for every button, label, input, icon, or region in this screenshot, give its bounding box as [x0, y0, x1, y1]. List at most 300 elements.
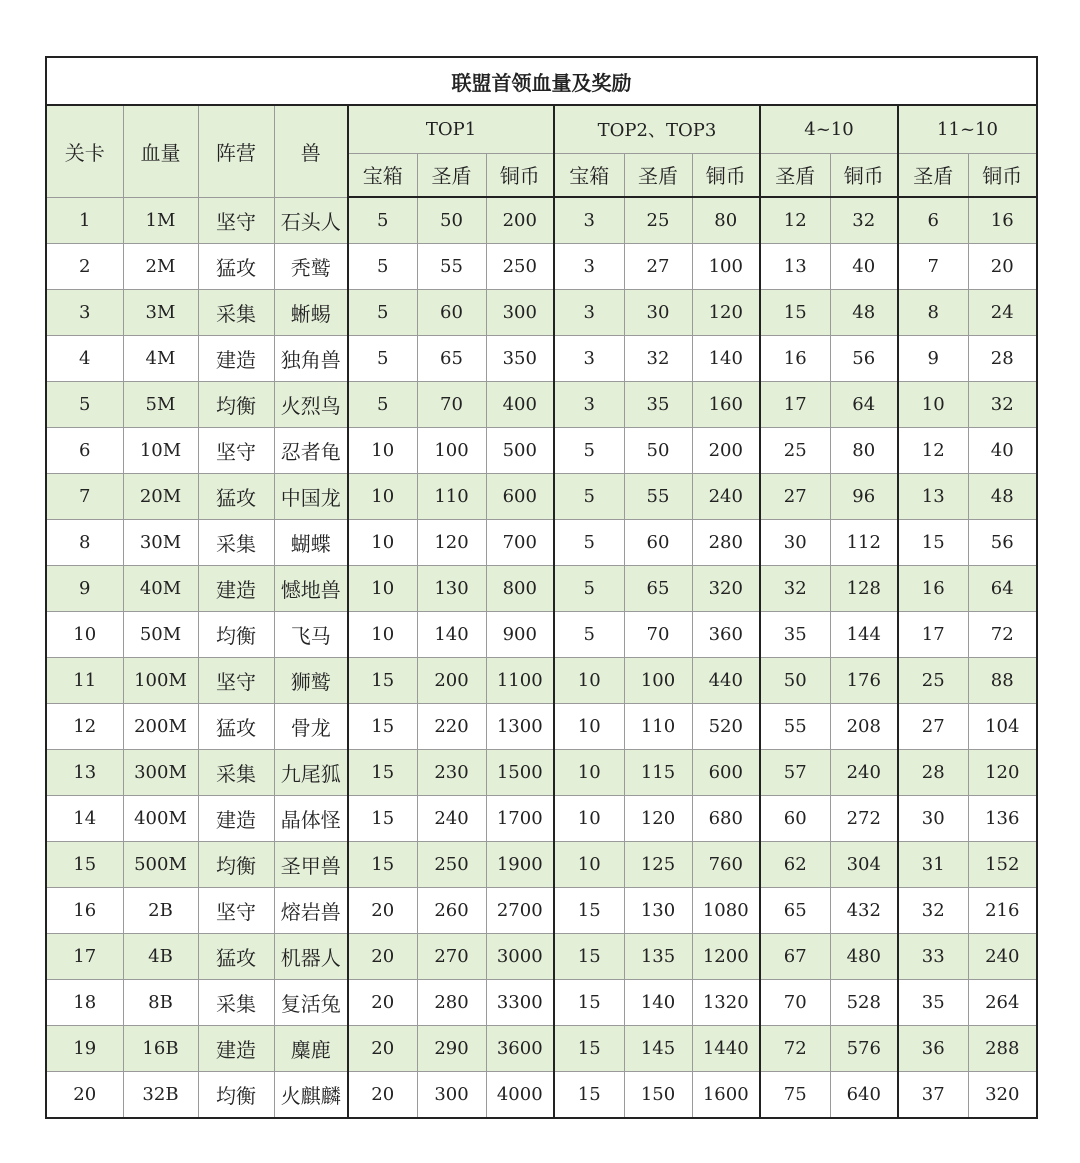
cell-top23-chest: 5 [554, 566, 624, 612]
cell-g4-coin: 96 [830, 474, 898, 520]
cell-beast: 狮鹫 [274, 658, 348, 704]
table-row [46, 566, 1037, 612]
cell-g4-coin: 480 [830, 934, 898, 980]
cell-top23-chest: 15 [554, 1026, 624, 1072]
cell-camp: 采集 [198, 290, 274, 336]
cell-g4-coin: 176 [830, 658, 898, 704]
cell-g4-coin: 48 [830, 290, 898, 336]
cell-top1-coin: 1300 [486, 704, 554, 750]
header-level: 关卡 [46, 105, 123, 197]
cell-hp: 20M [123, 474, 198, 520]
cell-g11-shield: 37 [898, 1072, 968, 1119]
header-top23-shield: 圣盾 [624, 153, 692, 197]
header-4-10-coin: 铜币 [830, 153, 898, 197]
cell-top23-coin: 1200 [692, 934, 760, 980]
cell-top1-coin: 1900 [486, 842, 554, 888]
table-row [46, 336, 1037, 382]
cell-top1-shield: 220 [417, 704, 486, 750]
cell-top1-chest: 10 [348, 428, 417, 474]
header-4-10-shield: 圣盾 [760, 153, 830, 197]
cell-level: 15 [46, 842, 123, 888]
cell-level: 8 [46, 520, 123, 566]
cell-g4-shield: 12 [760, 197, 830, 244]
table-row [46, 934, 1037, 980]
cell-top1-chest: 5 [348, 197, 417, 244]
cell-camp: 均衡 [198, 612, 274, 658]
cell-top23-chest: 3 [554, 244, 624, 290]
cell-top1-coin: 900 [486, 612, 554, 658]
cell-beast: 中国龙 [274, 474, 348, 520]
cell-top23-chest: 3 [554, 290, 624, 336]
cell-g11-coin: 240 [968, 934, 1037, 980]
cell-g4-shield: 17 [760, 382, 830, 428]
cell-top23-shield: 125 [624, 842, 692, 888]
cell-beast: 圣甲兽 [274, 842, 348, 888]
cell-g11-coin: 48 [968, 474, 1037, 520]
cell-top23-coin: 160 [692, 382, 760, 428]
header-11-10-shield: 圣盾 [898, 153, 968, 197]
cell-g4-coin: 32 [830, 197, 898, 244]
cell-g11-shield: 12 [898, 428, 968, 474]
cell-top1-chest: 20 [348, 888, 417, 934]
cell-hp: 3M [123, 290, 198, 336]
cell-g11-shield: 33 [898, 934, 968, 980]
cell-top23-coin: 100 [692, 244, 760, 290]
cell-top23-chest: 5 [554, 520, 624, 566]
cell-top1-shield: 270 [417, 934, 486, 980]
cell-hp: 4B [123, 934, 198, 980]
cell-top1-chest: 20 [348, 934, 417, 980]
cell-g11-shield: 31 [898, 842, 968, 888]
cell-top23-coin: 280 [692, 520, 760, 566]
cell-top23-coin: 1440 [692, 1026, 760, 1072]
cell-top1-shield: 100 [417, 428, 486, 474]
cell-top23-shield: 145 [624, 1026, 692, 1072]
cell-g4-shield: 50 [760, 658, 830, 704]
cell-g11-shield: 10 [898, 382, 968, 428]
header-beast: 兽 [274, 105, 348, 197]
cell-g4-coin: 528 [830, 980, 898, 1026]
cell-level: 11 [46, 658, 123, 704]
cell-top1-chest: 5 [348, 244, 417, 290]
cell-top23-coin: 320 [692, 566, 760, 612]
cell-top23-shield: 65 [624, 566, 692, 612]
cell-level: 19 [46, 1026, 123, 1072]
cell-g11-shield: 9 [898, 336, 968, 382]
cell-g4-coin: 80 [830, 428, 898, 474]
cell-camp: 猛攻 [198, 704, 274, 750]
cell-level: 20 [46, 1072, 123, 1119]
cell-beast: 火烈鸟 [274, 382, 348, 428]
cell-camp: 坚守 [198, 428, 274, 474]
cell-g11-coin: 28 [968, 336, 1037, 382]
cell-top1-coin: 400 [486, 382, 554, 428]
table-row [46, 382, 1037, 428]
cell-level: 12 [46, 704, 123, 750]
cell-hp: 100M [123, 658, 198, 704]
cell-hp: 30M [123, 520, 198, 566]
cell-top1-chest: 20 [348, 1026, 417, 1072]
cell-camp: 建造 [198, 336, 274, 382]
cell-g4-coin: 272 [830, 796, 898, 842]
cell-g11-shield: 15 [898, 520, 968, 566]
cell-top1-shield: 280 [417, 980, 486, 1026]
cell-beast: 晶体怪 [274, 796, 348, 842]
cell-top23-chest: 10 [554, 796, 624, 842]
cell-top1-coin: 1100 [486, 658, 554, 704]
boss-reward-sheet [45, 56, 1037, 1119]
table-row [46, 612, 1037, 658]
cell-top23-shield: 120 [624, 796, 692, 842]
cell-beast: 独角兽 [274, 336, 348, 382]
cell-top1-coin: 500 [486, 428, 554, 474]
cell-top1-shield: 300 [417, 1072, 486, 1119]
cell-top1-chest: 5 [348, 382, 417, 428]
cell-g11-coin: 216 [968, 888, 1037, 934]
cell-hp: 1M [123, 197, 198, 244]
cell-camp: 坚守 [198, 888, 274, 934]
cell-top23-coin: 600 [692, 750, 760, 796]
cell-g11-shield: 30 [898, 796, 968, 842]
cell-top23-coin: 200 [692, 428, 760, 474]
cell-beast: 复活兔 [274, 980, 348, 1026]
cell-top23-shield: 130 [624, 888, 692, 934]
cell-camp: 猛攻 [198, 934, 274, 980]
cell-top23-coin: 1080 [692, 888, 760, 934]
cell-hp: 32B [123, 1072, 198, 1119]
cell-g11-coin: 64 [968, 566, 1037, 612]
cell-top1-chest: 10 [348, 520, 417, 566]
cell-beast: 蜥蜴 [274, 290, 348, 336]
table-row [46, 888, 1037, 934]
cell-g11-coin: 288 [968, 1026, 1037, 1072]
cell-beast: 蝴蝶 [274, 520, 348, 566]
cell-camp: 猛攻 [198, 244, 274, 290]
cell-g11-shield: 16 [898, 566, 968, 612]
cell-top1-coin: 1700 [486, 796, 554, 842]
cell-top23-chest: 3 [554, 382, 624, 428]
cell-top23-shield: 35 [624, 382, 692, 428]
cell-top1-chest: 15 [348, 796, 417, 842]
cell-top1-chest: 20 [348, 1072, 417, 1119]
cell-g11-coin: 120 [968, 750, 1037, 796]
cell-top23-chest: 15 [554, 980, 624, 1026]
header-group-top1: TOP1 [348, 105, 554, 153]
cell-g11-coin: 264 [968, 980, 1037, 1026]
cell-top1-coin: 350 [486, 336, 554, 382]
cell-top1-coin: 300 [486, 290, 554, 336]
cell-g11-shield: 25 [898, 658, 968, 704]
table-row [46, 658, 1037, 704]
cell-top23-chest: 15 [554, 1072, 624, 1119]
cell-hp: 4M [123, 336, 198, 382]
cell-g4-coin: 64 [830, 382, 898, 428]
cell-top1-coin: 3600 [486, 1026, 554, 1072]
cell-top1-shield: 50 [417, 197, 486, 244]
cell-top23-chest: 10 [554, 704, 624, 750]
cell-top1-shield: 120 [417, 520, 486, 566]
cell-level: 16 [46, 888, 123, 934]
header-hp: 血量 [123, 105, 198, 197]
cell-g4-shield: 57 [760, 750, 830, 796]
cell-level: 13 [46, 750, 123, 796]
cell-g4-shield: 60 [760, 796, 830, 842]
cell-hp: 10M [123, 428, 198, 474]
cell-g4-coin: 112 [830, 520, 898, 566]
cell-g11-coin: 136 [968, 796, 1037, 842]
cell-g11-coin: 152 [968, 842, 1037, 888]
cell-g11-coin: 56 [968, 520, 1037, 566]
cell-top23-chest: 5 [554, 474, 624, 520]
cell-g11-coin: 88 [968, 658, 1037, 704]
table-row [46, 1072, 1037, 1119]
cell-g4-shield: 27 [760, 474, 830, 520]
cell-g4-shield: 30 [760, 520, 830, 566]
cell-top23-chest: 5 [554, 428, 624, 474]
cell-level: 18 [46, 980, 123, 1026]
cell-top23-shield: 110 [624, 704, 692, 750]
cell-g4-shield: 25 [760, 428, 830, 474]
cell-g11-coin: 320 [968, 1072, 1037, 1119]
cell-camp: 采集 [198, 750, 274, 796]
cell-hp: 5M [123, 382, 198, 428]
cell-camp: 坚守 [198, 197, 274, 244]
header-top23-coin: 铜币 [692, 153, 760, 197]
cell-top1-shield: 200 [417, 658, 486, 704]
cell-camp: 猛攻 [198, 474, 274, 520]
cell-top23-coin: 80 [692, 197, 760, 244]
table-row [46, 474, 1037, 520]
cell-camp: 建造 [198, 1026, 274, 1072]
cell-g11-shield: 32 [898, 888, 968, 934]
cell-hp: 300M [123, 750, 198, 796]
cell-g4-shield: 72 [760, 1026, 830, 1072]
cell-top1-chest: 5 [348, 336, 417, 382]
cell-top1-coin: 700 [486, 520, 554, 566]
cell-top1-shield: 230 [417, 750, 486, 796]
cell-top23-coin: 1600 [692, 1072, 760, 1119]
cell-g11-shield: 6 [898, 197, 968, 244]
cell-beast: 石头人 [274, 197, 348, 244]
header-group-11-10: 11~10 [898, 105, 1037, 153]
cell-camp: 建造 [198, 796, 274, 842]
cell-top23-coin: 140 [692, 336, 760, 382]
cell-top23-shield: 115 [624, 750, 692, 796]
cell-beast: 火麒麟 [274, 1072, 348, 1119]
cell-beast: 忍者龟 [274, 428, 348, 474]
table-row [46, 704, 1037, 750]
cell-top1-chest: 5 [348, 290, 417, 336]
cell-top23-shield: 50 [624, 428, 692, 474]
cell-top1-coin: 4000 [486, 1072, 554, 1119]
cell-top1-coin: 800 [486, 566, 554, 612]
cell-level: 9 [46, 566, 123, 612]
cell-level: 10 [46, 612, 123, 658]
cell-g4-shield: 65 [760, 888, 830, 934]
header-top1-shield: 圣盾 [417, 153, 486, 197]
cell-g4-shield: 13 [760, 244, 830, 290]
cell-g4-coin: 640 [830, 1072, 898, 1119]
cell-top23-shield: 55 [624, 474, 692, 520]
cell-camp: 均衡 [198, 842, 274, 888]
cell-level: 3 [46, 290, 123, 336]
cell-g4-coin: 144 [830, 612, 898, 658]
cell-g4-coin: 304 [830, 842, 898, 888]
cell-top23-chest: 10 [554, 658, 624, 704]
cell-top23-coin: 760 [692, 842, 760, 888]
cell-g4-shield: 15 [760, 290, 830, 336]
cell-top1-chest: 15 [348, 658, 417, 704]
cell-g11-coin: 20 [968, 244, 1037, 290]
cell-top23-coin: 520 [692, 704, 760, 750]
table-row [46, 750, 1037, 796]
cell-hp: 2M [123, 244, 198, 290]
cell-beast: 机器人 [274, 934, 348, 980]
cell-top23-chest: 3 [554, 197, 624, 244]
cell-top1-chest: 15 [348, 750, 417, 796]
cell-g4-shield: 62 [760, 842, 830, 888]
cell-top1-shield: 130 [417, 566, 486, 612]
cell-top1-chest: 15 [348, 704, 417, 750]
cell-camp: 均衡 [198, 1072, 274, 1119]
cell-top23-shield: 25 [624, 197, 692, 244]
cell-beast: 九尾狐 [274, 750, 348, 796]
cell-g11-coin: 40 [968, 428, 1037, 474]
cell-top1-coin: 250 [486, 244, 554, 290]
table-body [46, 197, 1037, 1118]
cell-g11-coin: 24 [968, 290, 1037, 336]
cell-top23-chest: 15 [554, 888, 624, 934]
cell-top23-shield: 60 [624, 520, 692, 566]
cell-camp: 采集 [198, 520, 274, 566]
table-row [46, 980, 1037, 1026]
table-row [46, 842, 1037, 888]
cell-g4-coin: 40 [830, 244, 898, 290]
cell-top1-shield: 70 [417, 382, 486, 428]
table-row [46, 197, 1037, 244]
cell-level: 14 [46, 796, 123, 842]
header-top1-chest: 宝箱 [348, 153, 417, 197]
cell-level: 1 [46, 197, 123, 244]
header-group-top2-top3: TOP2、TOP3 [554, 105, 760, 153]
cell-camp: 均衡 [198, 382, 274, 428]
cell-top23-chest: 5 [554, 612, 624, 658]
cell-g11-coin: 104 [968, 704, 1037, 750]
cell-g4-coin: 128 [830, 566, 898, 612]
table-row [46, 428, 1037, 474]
cell-top1-shield: 290 [417, 1026, 486, 1072]
cell-top1-chest: 10 [348, 566, 417, 612]
cell-beast: 憾地兽 [274, 566, 348, 612]
cell-g11-coin: 72 [968, 612, 1037, 658]
header-camp: 阵营 [198, 105, 274, 197]
cell-g11-coin: 32 [968, 382, 1037, 428]
cell-g11-shield: 27 [898, 704, 968, 750]
cell-top23-shield: 135 [624, 934, 692, 980]
cell-g4-shield: 75 [760, 1072, 830, 1119]
cell-g4-coin: 56 [830, 336, 898, 382]
cell-g11-shield: 7 [898, 244, 968, 290]
cell-level: 4 [46, 336, 123, 382]
cell-top23-coin: 120 [692, 290, 760, 336]
table-row [46, 520, 1037, 566]
cell-top23-coin: 360 [692, 612, 760, 658]
cell-top1-coin: 2700 [486, 888, 554, 934]
cell-top23-coin: 1320 [692, 980, 760, 1026]
cell-top23-chest: 3 [554, 336, 624, 382]
cell-g11-shield: 13 [898, 474, 968, 520]
cell-top23-coin: 240 [692, 474, 760, 520]
cell-g4-shield: 16 [760, 336, 830, 382]
cell-g4-coin: 432 [830, 888, 898, 934]
cell-top1-chest: 15 [348, 842, 417, 888]
cell-level: 17 [46, 934, 123, 980]
cell-camp: 建造 [198, 566, 274, 612]
cell-top1-coin: 3300 [486, 980, 554, 1026]
cell-g4-coin: 576 [830, 1026, 898, 1072]
cell-top1-chest: 10 [348, 474, 417, 520]
cell-g4-coin: 240 [830, 750, 898, 796]
header-11-10-coin: 铜币 [968, 153, 1037, 197]
cell-g4-shield: 35 [760, 612, 830, 658]
cell-top1-shield: 60 [417, 290, 486, 336]
cell-g11-shield: 28 [898, 750, 968, 796]
cell-top23-chest: 15 [554, 934, 624, 980]
table-row [46, 1026, 1037, 1072]
cell-beast: 麋鹿 [274, 1026, 348, 1072]
cell-level: 7 [46, 474, 123, 520]
cell-beast: 飞马 [274, 612, 348, 658]
cell-top1-shield: 65 [417, 336, 486, 382]
cell-hp: 40M [123, 566, 198, 612]
cell-top1-shield: 140 [417, 612, 486, 658]
cell-top1-coin: 3000 [486, 934, 554, 980]
boss-reward-table [45, 56, 1038, 1119]
cell-beast: 秃鹫 [274, 244, 348, 290]
cell-top23-shield: 100 [624, 658, 692, 704]
cell-top23-coin: 440 [692, 658, 760, 704]
header-top23-chest: 宝箱 [554, 153, 624, 197]
header-group-4-10: 4~10 [760, 105, 898, 153]
cell-top1-shield: 260 [417, 888, 486, 934]
cell-top23-chest: 10 [554, 842, 624, 888]
cell-top1-coin: 1500 [486, 750, 554, 796]
cell-top1-chest: 10 [348, 612, 417, 658]
cell-g4-shield: 67 [760, 934, 830, 980]
cell-top1-chest: 20 [348, 980, 417, 1026]
cell-beast: 骨龙 [274, 704, 348, 750]
cell-top1-shield: 250 [417, 842, 486, 888]
cell-g11-coin: 16 [968, 197, 1037, 244]
table-row [46, 796, 1037, 842]
cell-level: 2 [46, 244, 123, 290]
cell-g11-shield: 36 [898, 1026, 968, 1072]
cell-hp: 50M [123, 612, 198, 658]
header-top1-coin: 铜币 [486, 153, 554, 197]
cell-g11-shield: 17 [898, 612, 968, 658]
cell-hp: 400M [123, 796, 198, 842]
cell-hp: 500M [123, 842, 198, 888]
cell-top1-shield: 55 [417, 244, 486, 290]
cell-top23-chest: 10 [554, 750, 624, 796]
cell-top1-shield: 240 [417, 796, 486, 842]
cell-top23-shield: 150 [624, 1072, 692, 1119]
table-title: 联盟首领血量及奖励 [46, 57, 1037, 105]
cell-g4-shield: 70 [760, 980, 830, 1026]
cell-hp: 8B [123, 980, 198, 1026]
table-row [46, 290, 1037, 336]
cell-top1-shield: 110 [417, 474, 486, 520]
